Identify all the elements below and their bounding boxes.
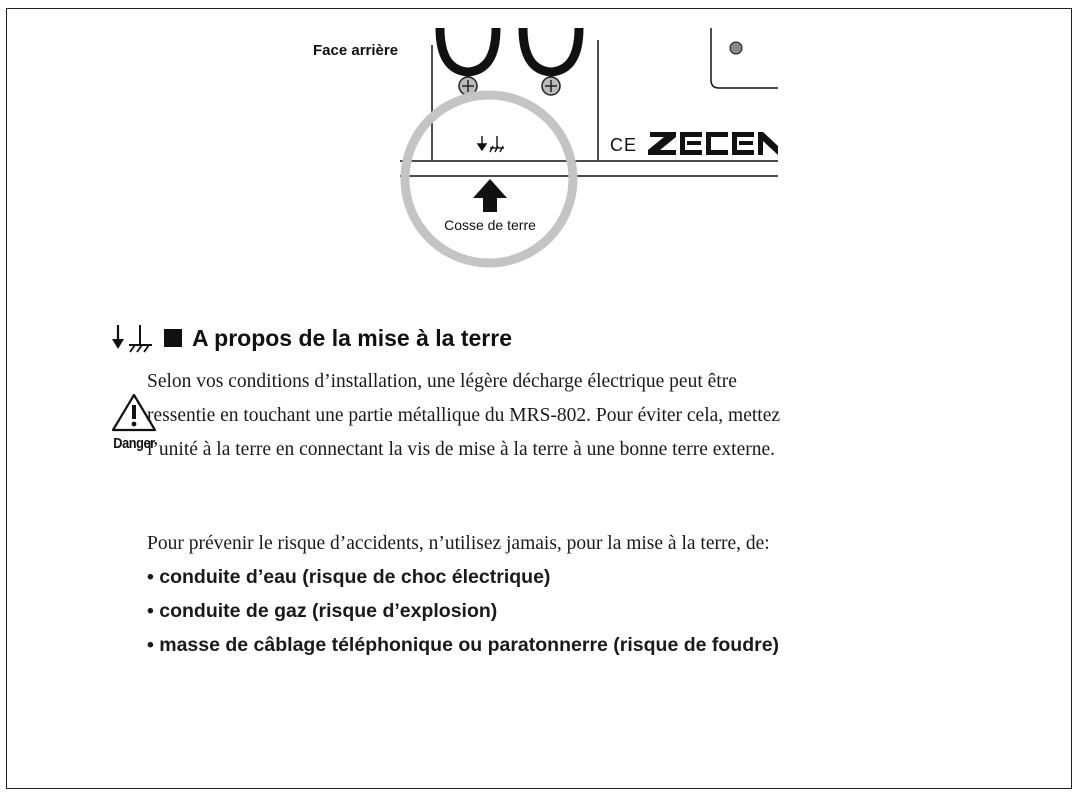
square-bullet-icon [164, 329, 182, 347]
list-item: • conduite d’eau (risque de choc électrique) [147, 560, 779, 594]
rear-panel-label: Face arrière [313, 42, 399, 59]
xlr-connector-left-icon [440, 28, 496, 95]
xlr-connector-right-icon [523, 28, 579, 95]
prevention-intro: Pour prévenir le risque d’accidents, n’utilisez jamais, pour la mise à la terre, de: [147, 533, 770, 554]
section-heading [164, 325, 512, 352]
section-heading-row [110, 318, 512, 358]
ground-symbol-icon [478, 136, 504, 152]
paragraph-line: ressentie en touchant une partie métallique du MRS-802. Pour éviter cela, mettez [147, 405, 781, 426]
zoom-logo [648, 132, 778, 155]
hazard-list [147, 560, 779, 662]
ground-symbol-icon [110, 321, 156, 355]
paragraph-line: l’unité à la terre en connectant la vis de mise à la terre à une bonne terre externe. [147, 439, 776, 460]
rear-panel-illustration [0, 0, 1081, 300]
danger-label: Danger [113, 435, 155, 452]
warning-paragraph [147, 365, 1027, 467]
magnifier-circle [405, 95, 573, 263]
ground-terminal-label: Cosse de terre [444, 217, 536, 233]
arrow-up-icon [473, 179, 507, 212]
section-heading-text: A propos de la mise à la terre [192, 324, 512, 351]
list-item: • conduite de gaz (risque d’explosion) [147, 594, 779, 628]
paragraph-line: Selon vos conditions d’installation, une légère décharge électrique peut être [147, 371, 737, 392]
list-item: • masse de câblage téléphonique ou paratonnerre (risque de foudre) [147, 628, 779, 662]
ce-mark: CE [610, 135, 638, 155]
